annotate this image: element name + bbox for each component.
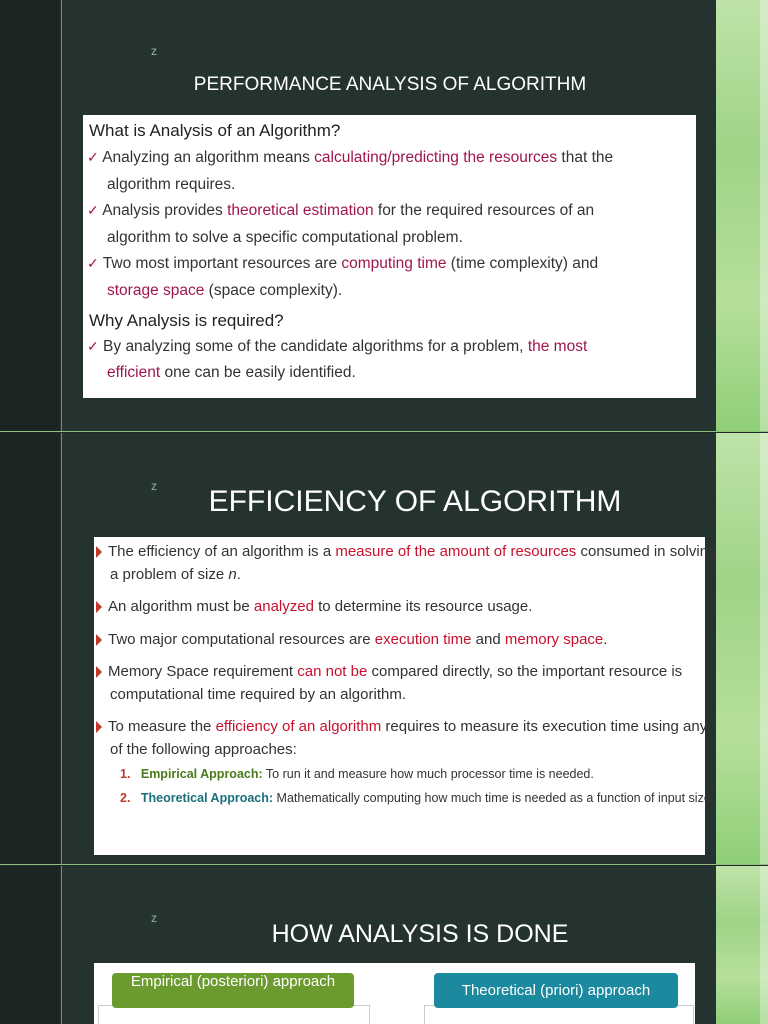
- approach-2: 2. Theoretical Approach: Mathematically computing how much time is needed as a function of input size.: [120, 791, 715, 805]
- bullet-3: ✓ Two most important resources are computing time (time complexity) and: [87, 255, 599, 272]
- heading-what-is-analysis: What is Analysis of an Algorithm?: [89, 121, 341, 140]
- bullet-2-line-2: algorithm to solve a specific computational problem.: [107, 229, 463, 246]
- slide-separator: [0, 864, 768, 865]
- slide-separator: [0, 431, 768, 432]
- bullet-4: ✓ By analyzing some of the candidate algorithms for a problem, the most: [87, 338, 588, 355]
- bullet-2: An algorithm must be analyzed to determine its resource usage.: [96, 598, 532, 615]
- approaches-panel: [94, 963, 695, 1024]
- bullet-4-line-2: efficient one can be easily identified.: [107, 364, 356, 381]
- approach-1: 1. Empirical Approach: To run it and measure how much processor time is needed.: [120, 767, 594, 781]
- bullet-3: Two major computational resources are execution time and memory space.: [96, 631, 607, 648]
- bullet-4-line-2: computational time required by an algorithm.: [110, 686, 406, 703]
- divider-line: [61, 0, 62, 432]
- bullet-1-line-2: algorithm requires.: [107, 176, 236, 193]
- slide-efficiency: [0, 433, 768, 865]
- left-bar: [0, 0, 60, 432]
- slide-title: HOW ANALYSIS IS DONE: [271, 920, 569, 948]
- bullet-1-line-2: a problem of size n.: [110, 566, 241, 583]
- bullet-1: ✓ Analyzing an algorithm means calculating/predicting the resources that the: [87, 149, 614, 166]
- bullet-1: The efficiency of an algorithm is a measure of the amount of resources consumed in solving: [96, 543, 716, 560]
- empirical-approach-button[interactable]: Empirical (posteriori) approach: [112, 973, 354, 1008]
- divider-line: [61, 866, 62, 1024]
- z-mark: z: [151, 479, 157, 493]
- efficiency-panel: [94, 537, 717, 855]
- analysis-panel: [83, 115, 696, 398]
- divider-line: [61, 433, 62, 865]
- left-bar: [0, 433, 60, 865]
- bullet-5: To measure the efficiency of an algorithm requires to measure its execution time using any: [96, 718, 707, 735]
- heading-why-analysis: Why Analysis is required?: [89, 311, 284, 330]
- green-side-bar: [716, 866, 768, 1024]
- slide-performance-analysis: [0, 0, 768, 432]
- theoretical-approach-button[interactable]: Theoretical (priori) approach: [434, 973, 678, 1008]
- bullet-4: Memory Space requirement can not be compared directly, so the important resource is: [96, 663, 682, 680]
- green-side-bar: [716, 0, 768, 432]
- slide-title: EFFICIENCY OF ALGORITHM: [208, 485, 622, 518]
- left-bar: [0, 866, 60, 1024]
- slide-how-analysis: [0, 866, 768, 1024]
- z-mark: z: [151, 44, 157, 58]
- bullet-3-line-2: storage space (space complexity).: [107, 282, 343, 299]
- bullet-5-line-2: of the following approaches:: [110, 741, 297, 758]
- bullet-2: ✓ Analysis provides theoretical estimation for the required resources of an: [87, 202, 595, 219]
- green-side-bar: [716, 433, 768, 865]
- slide-title: PERFORMANCE ANALYSIS OF ALGORITHM: [193, 74, 587, 95]
- z-mark: z: [151, 911, 157, 925]
